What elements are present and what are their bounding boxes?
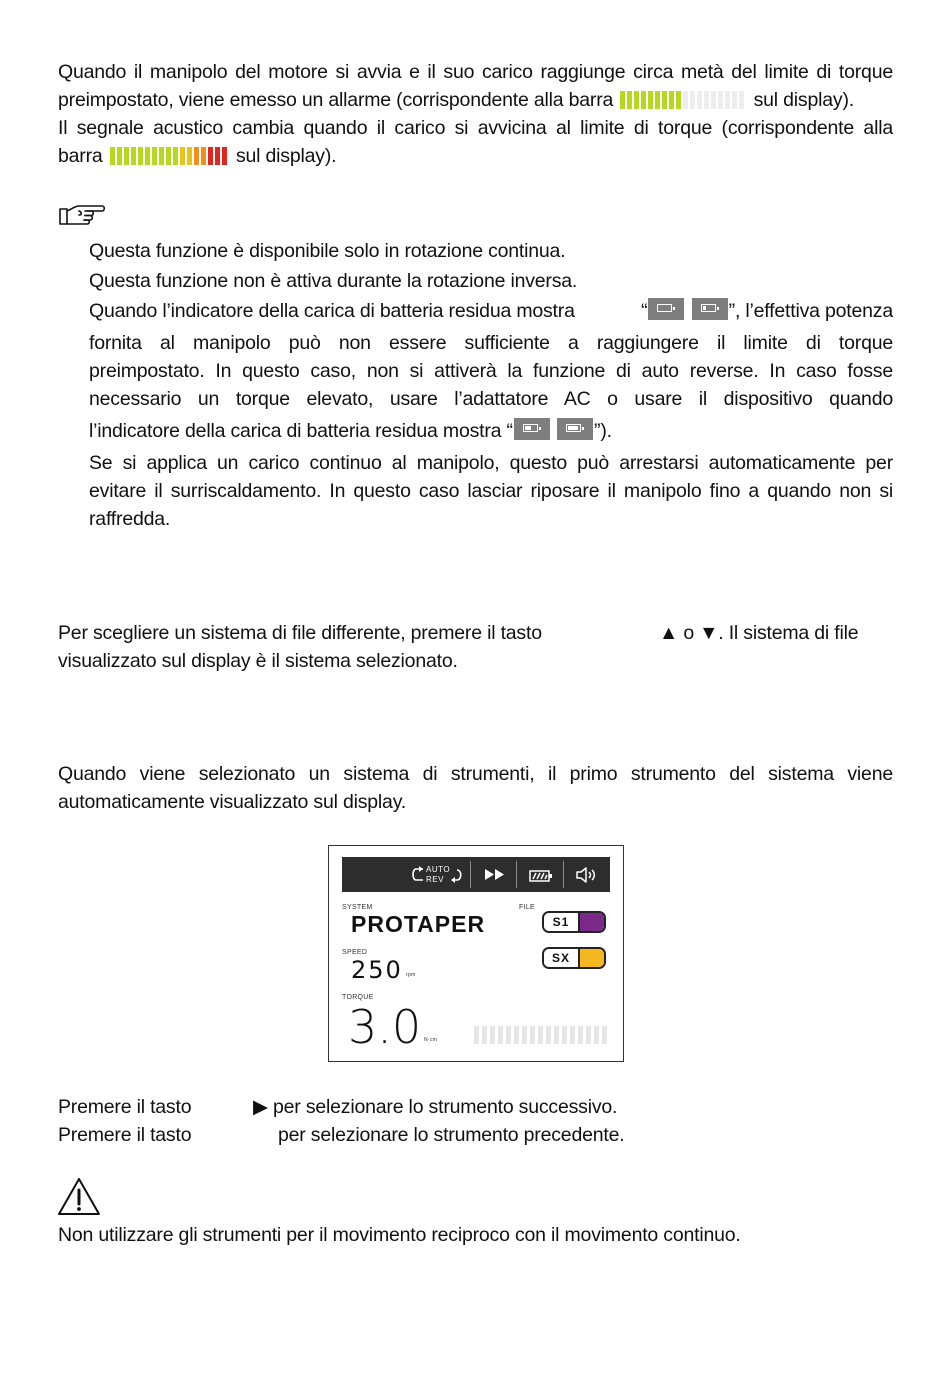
torque-bar-segment bbox=[522, 1026, 527, 1044]
note-line-1: Questa funzione è disponibile solo in rotazione continua. bbox=[89, 240, 566, 262]
file-label: FILE bbox=[519, 904, 535, 911]
para2-line1a: Per scegliere un sistema di file differente, premere il tasto bbox=[58, 622, 542, 644]
speed-label: SPEED bbox=[342, 949, 368, 956]
file-s1-color bbox=[578, 913, 604, 931]
note3-line1-icons bbox=[641, 297, 893, 325]
note3-line1-text: Quando l’indicatore della carica di batteria residua mostra bbox=[89, 300, 575, 322]
para4-line2b: per selezionare lo strumento precedente. bbox=[278, 1124, 625, 1146]
note3-line1 bbox=[89, 297, 893, 325]
torque-unit: N·cm bbox=[424, 1037, 438, 1043]
note3-line5 bbox=[89, 417, 612, 445]
auto-reverse-icon bbox=[409, 864, 467, 886]
file-sx-label: SX bbox=[544, 949, 578, 967]
torque-bar-segment bbox=[546, 1026, 551, 1044]
battery-full-icon bbox=[557, 418, 593, 440]
battery-low-icon bbox=[692, 298, 728, 320]
note3-line5-end: ”). bbox=[594, 420, 612, 442]
torque-bar-segment bbox=[474, 1026, 479, 1044]
torque-bar-segment bbox=[554, 1026, 559, 1044]
device-display bbox=[328, 845, 624, 1062]
note4-line1: Se si applica un carico continuo al manipolo, questo può arrestarsi automaticamente per bbox=[89, 452, 893, 474]
torque-bar-segment bbox=[498, 1026, 503, 1044]
torque-label: TORQUE bbox=[342, 994, 374, 1001]
para4-line1a: Premere il tasto bbox=[58, 1096, 192, 1118]
torque-bar-segment bbox=[530, 1026, 535, 1044]
note3-line1-end: ”, l’effettiva potenza bbox=[728, 300, 893, 322]
note3-line5-text: l’indicatore della carica di batteria residua mostra “ bbox=[89, 420, 513, 442]
para4-line2a: Premere il tasto bbox=[58, 1124, 192, 1146]
para4-line1b: ▶ per selezionare lo strumento successivo. bbox=[253, 1096, 618, 1118]
para1-line4-text: barra bbox=[58, 145, 103, 167]
para1-line2 bbox=[58, 86, 893, 114]
speed-unit: rpm bbox=[406, 972, 416, 978]
torque-level-bar bbox=[474, 1026, 610, 1044]
torque-bar-segment bbox=[586, 1026, 591, 1044]
forward-icon bbox=[484, 868, 506, 886]
para3-line1: Quando viene selezionato un sistema di strumenti, il primo strumento del sistema viene bbox=[58, 763, 893, 785]
file-s1-label: S1 bbox=[544, 913, 578, 931]
torque-bar-segment bbox=[490, 1026, 495, 1044]
sound-icon bbox=[575, 865, 599, 890]
note3-line3: preimpostato. In questo caso, non si attiverà la funzione di auto reverse. In caso fosse bbox=[89, 360, 893, 382]
torque-bar-segment bbox=[482, 1026, 487, 1044]
speed-value: 250 bbox=[351, 956, 403, 984]
para1-line3: Il segnale acustico cambia quando il carico si avvicina al limite di torque (corrispondente alla bbox=[58, 117, 893, 139]
torque-value: 3.0 bbox=[348, 1000, 422, 1054]
battery-half-icon bbox=[514, 418, 550, 440]
torque-bar-segment bbox=[594, 1026, 599, 1044]
full-load-bar-icon bbox=[110, 145, 229, 163]
open-quote: “ bbox=[641, 300, 648, 322]
torque-bar-segment bbox=[570, 1026, 575, 1044]
para1-line2-end: sul display). bbox=[753, 89, 854, 111]
para1-line2-text: preimpostato, viene emesso un allarme (corrispondente alla barra bbox=[58, 89, 614, 111]
para2-line2: visualizzato sul display è il sistema selezionato. bbox=[58, 650, 458, 672]
torque-bar-segment bbox=[506, 1026, 511, 1044]
para1-line1: Quando il manipolo del motore si avvia e il suo carico raggiunge circa metà del limite di torque bbox=[58, 61, 893, 83]
torque-bar-segment bbox=[602, 1026, 607, 1044]
para2-line1b: ▲ o ▼. Il sistema di file bbox=[659, 622, 859, 644]
note3-line4: necessario un torque elevato, usare l’adattatore AC o usare il dispositivo quando bbox=[89, 388, 893, 410]
note3-line2: fornita al manipolo può non essere sufficiente a raggiungere il limite di torque bbox=[89, 332, 893, 354]
system-label: SYSTEM bbox=[342, 904, 373, 911]
torque-bar-segment bbox=[538, 1026, 543, 1044]
file-s1-button[interactable] bbox=[542, 911, 606, 933]
half-load-bar-icon bbox=[620, 89, 746, 107]
auto-label: AUTO bbox=[426, 865, 451, 874]
rev-label: REV bbox=[426, 875, 444, 884]
system-value: PROTAPER bbox=[351, 911, 486, 937]
torque-bar-segment bbox=[578, 1026, 583, 1044]
battery-empty-icon bbox=[648, 298, 684, 320]
para1-line4-end: sul display). bbox=[235, 145, 337, 167]
torque-bar-segment bbox=[514, 1026, 519, 1044]
battery-status-icon bbox=[529, 869, 553, 887]
file-sx-button[interactable] bbox=[542, 947, 606, 969]
display-status-bar bbox=[342, 857, 610, 892]
file-sx-color bbox=[578, 949, 604, 967]
warning-text: Non utilizzare gli strumenti per il movimento reciproco con il movimento continuo. bbox=[58, 1224, 741, 1246]
warning-triangle-icon bbox=[57, 1177, 101, 1222]
note4-line2: evitare il surriscaldamento. In questo caso lasciar riposare il manipolo fino a quando non si bbox=[89, 480, 893, 502]
torque-bar-segment bbox=[562, 1026, 567, 1044]
note-line-2: Questa funzione non è attiva durante la rotazione inversa. bbox=[89, 270, 578, 292]
note4-line3: raffredda. bbox=[89, 508, 171, 530]
para1-line4 bbox=[58, 142, 893, 170]
pointing-hand-icon bbox=[58, 203, 108, 229]
para3-line2: automaticamente visualizzato sul display. bbox=[58, 791, 407, 813]
